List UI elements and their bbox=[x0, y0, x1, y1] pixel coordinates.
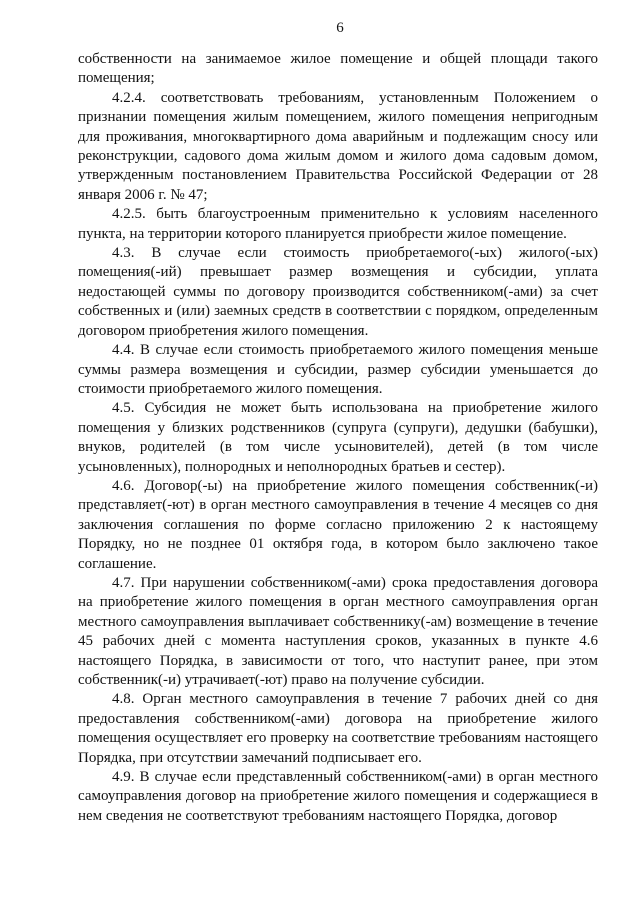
paragraph-4-9: 4.9. В случае если представленный собственником(-ами) в орган местного самоуправления договор на приобретение жилого помещения и содержащиеся в нем сведения не соответствуют требованиям настоящего Порядка, договор bbox=[78, 769, 598, 824]
paragraph-4-4: 4.4. В случае если стоимость приобретаемого жилого помещения меньше суммы размера возмещения и субсидии, размер субсидии уменьшается до стоимости приобретаемого жилого помещения. bbox=[78, 342, 598, 397]
page-number: 6 bbox=[336, 20, 344, 36]
paragraph-4-3: 4.3. В случае если стоимость приобретаемого(-ых) жилого(-ых) помещения(-ий) превышает размер возмещения и субсидии, уплата недостающей суммы по договору производится собственником(-ами) за счет собственных и (или) заемных средств в соответствии с порядком, определенным договором приобретения жилого помещения. bbox=[78, 245, 598, 339]
paragraph-4-5: 4.5. Субсидия не может быть использована на приобретение жилого помещения у близких родственников (супруга (супруги), дедушки (бабушки), внуков, родителей (в том числе усыновителей), детей (в том числе усыновленных), полнородных и неполнородных братьев и сестер). bbox=[78, 400, 598, 475]
paragraph-4-6: 4.6. Договор(-ы) на приобретение жилого помещения собственник(-и) представляет(-ют) в орган местного самоуправления в течение 4 месяцев со дня заключения соглашения по форме согласно приложению 2 к настоящему Порядку, но не позднее 01 октября года, в котором было заключено такое соглашение. bbox=[78, 477, 598, 572]
paragraph-4-8: 4.8. Орган местного самоуправления в течение 7 рабочих дней со дня предоставления собственником(-ами) договора на приобретение жилого помещения осуществляет его проверку на соответствие требованиям настоящего Порядка, при отсутствии замечаний подписывает его. bbox=[78, 691, 598, 766]
paragraph-continuation: собственности на занимаемое жилое помещение и общей площади такого помещения; bbox=[78, 51, 598, 87]
paragraph-4-2-5: 4.2.5. быть благоустроенным применительно к условиям населенного пункта, на территории которого планируется приобрести жилое помещение. bbox=[78, 206, 598, 242]
paragraph-4-2-4: 4.2.4. соответствовать требованиям, установленным Положением о признании помещения жилым помещением, жилого помещения непригодным для проживания, многоквартирного дома аварийным и подлежащим сносу или реконструкции, садового дома жилым домом и жилого дома садовым домом, утвержденным постановлением Правительства Российской Федерации от 28 января 2006 г. № 47; bbox=[78, 89, 598, 203]
document-body bbox=[78, 50, 598, 826]
paragraph-4-7: 4.7. При нарушении собственником(-ами) срока предоставления договора на приобретение жилого помещения в орган местного самоуправления орган местного самоуправления выплачивает собственнику(-ам) возмещение в течение 45 рабочих дней с момента наступления сроков, указанных в пункте 4.6 настоящего Порядка, в зависимости от того, что наступит ранее, при этом собственник(-и) утрачивает(-ют) право на получение субсидии. bbox=[78, 574, 598, 688]
